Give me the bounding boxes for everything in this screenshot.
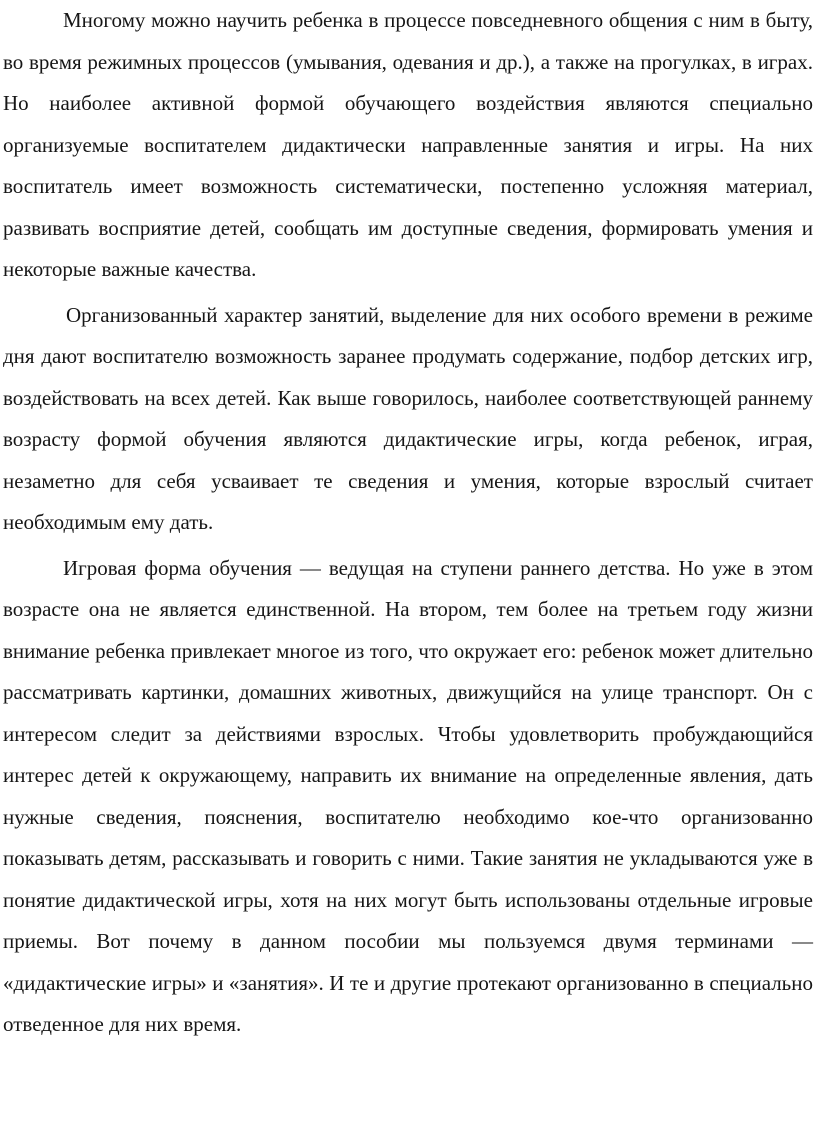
document-page: [3, 0, 813, 1046]
paragraph-2: Организованный характер занятий, выделение для них особого времени в режиме дня дают воспитателю возможность заранее продумать содержание, подбор детских игр, воздействовать на всех детей. Как выше говорилось, наиболее соответствующей раннему возрасту формой обучения являются дидактические игры, когда ребенок, играя, незаметно для себя усваивает те сведения и умения, которые взрослый считает необходимым ему дать.: [3, 302, 813, 534]
paragraph-3: Игровая форма обучения — ведущая на ступени раннего детства. Но уже в этом возрасте она не является единственной. На втором, тем более на третьем году жизни внимание ребенка привлекает многое из того, что окружает его: ребенок может длительно рассматривать картинки, домашних животных, движущийся на улице транспорт. Он с интересом следит за действиями взрослых. Чтобы удовлетворить пробуждающийся интерес детей к окружающему, направить их внимание на определенные явления, дать нужные сведения, пояснения, воспитателю необходимо кое-что организованно показывать детям, рассказывать и говорить с ними. Такие занятия не укладываются уже в понятие дидактической игры, хотя на них могут быть использованы отдельные игровые приемы. Вот почему в данном пособии мы пользуемся двумя терминами — «дидактические игры» и «занятия». И те и другие протекают организованно в специально отведенное для них время.: [3, 555, 813, 1036]
paragraph-1: Многому можно научить ребенка в процессе повседневного общения с ним в быту, во время режимных процессов (умывания, одевания и др.), а также на прогулках, в играх. Но наиболее активной формой обучающего воздействия являются специально организуемые воспитателем дидактически направленные занятия и игры. На них воспитатель имеет возможность систематически, постепенно усложняя материал, развивать восприятие детей, сообщать им доступные сведения, формировать умения и некоторые важные качества.: [3, 8, 813, 281]
